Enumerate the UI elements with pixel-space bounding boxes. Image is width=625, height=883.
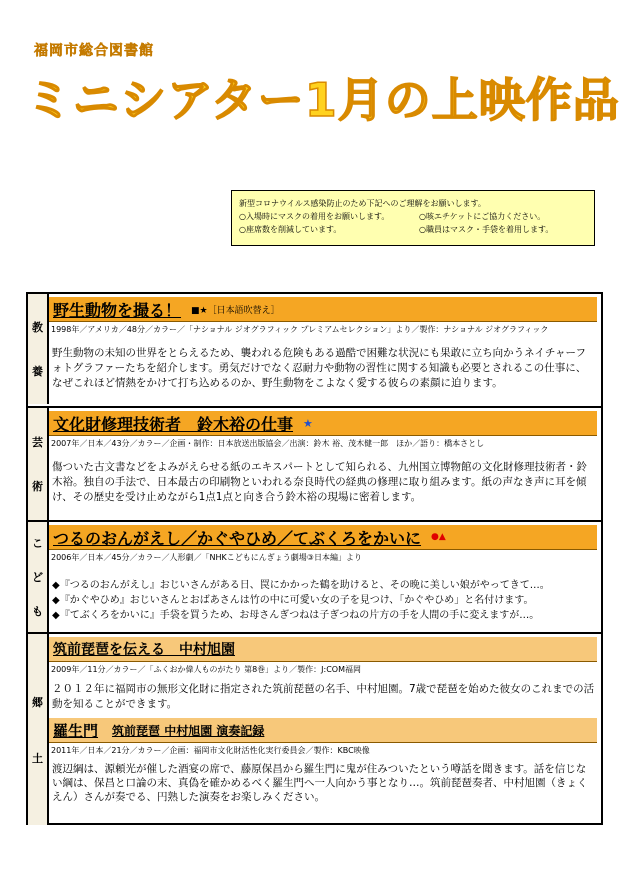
category-label bbox=[28, 522, 49, 632]
category-char: 土 bbox=[32, 751, 43, 765]
category-char: 郷 bbox=[32, 695, 43, 709]
category-char: こ bbox=[32, 537, 43, 550]
film-title: 文化財修理技術者 鈴木裕の仕事 bbox=[53, 414, 294, 434]
film-story-list bbox=[52, 578, 595, 623]
film-marks: ★ bbox=[303, 416, 313, 430]
category-char: ど bbox=[32, 571, 43, 584]
library-name: 福岡市総合図書館 bbox=[34, 43, 154, 59]
film-description: 渡辺綱は、源頼光が催した酒宴の席で、藤原保昌から羅生門に鬼が住みついたという噂話を聞きます。話を信じない綱は、保昌と口論の末、真偽を確かめるべく羅生門へ一人向かう事となり…。筑前琵琶奏者、中村旭園（きょくえん）さんが奏でる、円熟した演奏をお楽しみください。 bbox=[52, 763, 588, 803]
film-title: つるのおんがえし／かぐやひめ／てぶくろをかいに bbox=[53, 528, 422, 548]
category-char: も bbox=[32, 605, 43, 618]
story-line: ◆『てぶくろをかいに』手袋を買うため、お母さんぎつねは子ぎつねの片方の手を人間の手に変えますが…。 bbox=[52, 610, 540, 621]
category-label bbox=[28, 634, 49, 825]
film-marks: ●▲ bbox=[431, 532, 446, 542]
section-culture bbox=[28, 294, 601, 404]
category-char: 術 bbox=[32, 480, 43, 493]
notice-intro: 新型コロナウイルス感染防止のため下記へのご理解をお願いします。 bbox=[239, 199, 486, 208]
story-line: ◆『つるのおんがえし』おじいさんがある日、罠にかかった鶴を助けると、その晩に美しい娘がやってきて…。 bbox=[52, 580, 550, 591]
story-line: ◆『かぐやひめ』おじいさんとおばあさんは竹の中に可愛い女の子を見つけ、「かぐやひめ」と名付けます。 bbox=[52, 595, 534, 606]
film-title-bar bbox=[49, 718, 597, 743]
film-subtitle: 筑前琵琶 中村旭園 演奏記録 bbox=[112, 723, 265, 738]
film-description: 野生動物の未知の世界をとらえるため、襲われる危険もある過酷で困難な状況にも果敢に立ち向かうネイチャーフォトグラファーたちを紹介します。勇気だけでなく忍耐力や動物の習性に関する知識も必要とされるこの仕事に、なぜこれほど情熱をかけて打ち込めるのか、野生動物をこよなく愛する彼らの素顔に迫ります。 bbox=[52, 347, 587, 389]
film-meta: 2011年／日本／21分／カラー／企画：福岡市文化財活性化実行委員会／製作：KBC映像 bbox=[51, 746, 370, 755]
section-art bbox=[28, 406, 601, 520]
section-local bbox=[28, 632, 601, 825]
program-panel bbox=[26, 292, 603, 825]
film-description: ２０１２年に福岡市の無形文化財に指定された筑前琵琶の名手、中村旭園。7歳で琵琶を始めた彼女のこれまでの活動を知ることができます。 bbox=[52, 683, 595, 710]
film-title-bar bbox=[49, 411, 597, 436]
section-kids bbox=[28, 520, 601, 632]
film-title: 羅生門 bbox=[53, 721, 99, 740]
covid-notice bbox=[231, 190, 595, 246]
film-title-bar bbox=[49, 637, 597, 662]
film-meta: 2009年／11分／カラー／「ふくおか偉人ものがたり 第8巻」より／製作：J:COM福岡 bbox=[51, 665, 362, 674]
category-char: 芸 bbox=[32, 436, 43, 449]
film-title-bar bbox=[49, 525, 597, 550]
film-title: 野生動物を撮る！ bbox=[53, 300, 182, 320]
notice-item: ○職員はマスク・手袋を着用します。 bbox=[419, 225, 554, 234]
film-meta: 1998年／アメリカ／48分／カラー／「ナショナル ジオグラフィック プレミアムセレクション」より／製作：ナショナル ジオグラフィック bbox=[51, 325, 549, 334]
film-meta: 2006年／日本／45分／カラー／人形劇／「NHKこどもにんぎょう劇場③日本編」より bbox=[51, 553, 362, 562]
film-description: 傷ついた古文書などをよみがえらせる紙のエキスパートとして知られる、九州国立博物館の文化財修理技術者・鈴木裕。独自の手法で、日本最古の印刷物といわれる奈良時代の経典の修理に取り組みます。紙の声なき声に耳を傾け、その歴史を受け止めながら1点1点と向き合う鈴木裕の現場に密着します。 bbox=[52, 461, 587, 503]
film-meta: 2007年／日本／43分／カラー／企画・制作：日本放送出版協会／出演：鈴木 裕、茂木健一郎 ほか／語り：橋本さとし bbox=[51, 439, 485, 448]
film-marks: ■★［日本語吹替え］ bbox=[191, 305, 280, 316]
category-char: 養 bbox=[32, 365, 43, 378]
film-title-bar bbox=[49, 297, 597, 322]
category-label bbox=[28, 408, 49, 520]
category-label bbox=[28, 294, 49, 404]
category-char: 教 bbox=[32, 321, 43, 334]
film-title: 筑前琵琶を伝える 中村旭園 bbox=[53, 642, 235, 658]
page-title: ミニシアター1月の上映作品 bbox=[26, 73, 620, 127]
notice-item: ○入場時にマスクの着用をお願いします。 bbox=[239, 212, 390, 221]
notice-item: ○咳エチケットにご協力ください。 bbox=[419, 212, 546, 221]
notice-item: ○座席数を削減しています。 bbox=[239, 225, 342, 234]
